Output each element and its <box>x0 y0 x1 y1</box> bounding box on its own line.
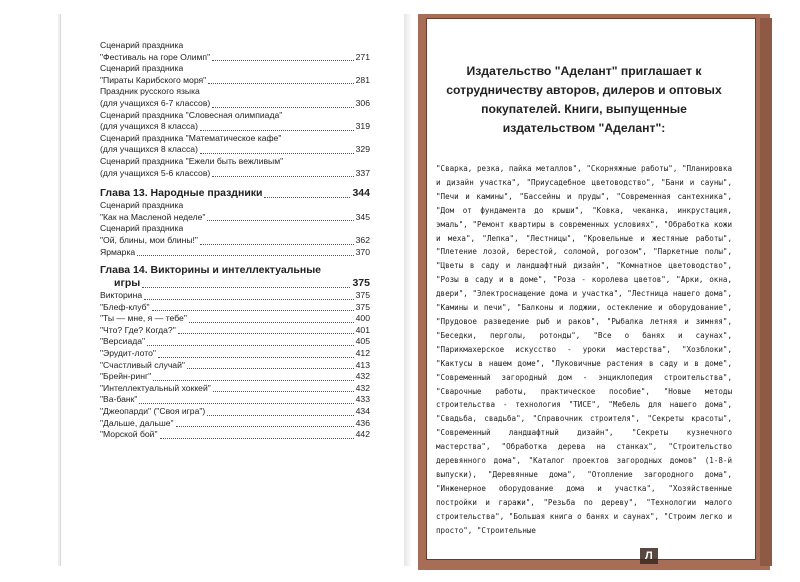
toc-entry: "Версиада" 405 <box>100 336 370 347</box>
toc-entry: "Что? Где? Когда?" 401 <box>100 324 370 335</box>
toc-entry: "Эрудит-лото" 412 <box>100 348 370 359</box>
book-list-text: "Сварка, резка, пайка металлов", "Скорняжные работы", "Планировка и дизайн участка", "Приусадебное цветоводство", "Бани и сауны", "Печи и камины", "Бассейны и пруды", "Современная сантехника", "Дом от фундамента до крыши", "Ковка, чеканка, инкрустация, эмаль", "Ремонт квартиры в современных условиях", "Обработка кожи и меха", "Лепка", "Лестницы", "Кровельные и жестяные работы", "Плетение лозой, берестой, соломой, рогозом", "Паркетные полы", "Цветы в саду и ландшафтный дизайн", "Комнатное цветоводство", "Розы в саду и в доме", "Роза - королева цветов", "Арки, окна, двери", "Электроснащение дома и участка", "Лестница нашего дома", "Камины и печи", "Балконы и лоджии, остекление и оборудование", "Прудовое разведение рыб и раков", "Рыбалка летняя и зимняя", "Беседки, перголы, ротонды", "Все о банях и саунах", "Парикмахерское искусство - уроки мастерства", "Хозблоки", "Кактусы в нашем доме", "Луковичные растения в саду и в доме", "Современный загородный дом - энциклопедия строительства", "Сварочные работы, практическое пособие", "Новые методы строительства - технология "ТИСЕ", "Мебель для нашего дома", "Свадьба, свадьба", "Справочник строителя", "Секреты красоты", "Современный ландшафтный дизайн", "Секреты кузнечного мастерства", "Обработка дерева на станках", "Строительство деревянного дома", "Каталог проектов загородных домов" (1-8-й выпуски), "Деревянные дома", "Отопление загородного дома", "Инженерное оборудование дома и участка", "Хозяйственные постройки и гаражи", "Резьба по дереву", "Технологии малого строительства", "Большая книга о банях и саунах", "Строим легко и просто", "Строительные <box>436 164 732 535</box>
table-of-contents <box>100 40 370 441</box>
ad-heading: Издательство "Аделант" приглашает к сотрудничеству авторов, дилеров и оптовых покупателей. Книги, выпущенные издательством "Аделант": <box>446 64 722 135</box>
toc-entry: "Джеопарди" ("Своя игра") 434 <box>100 406 370 417</box>
toc-entry: Сценарий праздника "Словесная олимпиада" <box>100 109 283 120</box>
toc-entry: (для учащихся 5-6 классов) 337 <box>100 167 370 178</box>
toc-entry: "Ва-банк" 433 <box>100 394 370 405</box>
toc-entry: Сценарий праздника <box>100 223 184 234</box>
toc-entry: "Брейн-ринг" 432 <box>100 371 370 382</box>
toc-entry: Праздник русского языка <box>100 86 200 97</box>
chapter-13-heading: Глава 13. Народные праздники 344 <box>100 187 370 200</box>
toc-entry: Сценарий праздника "Математическое кафе" <box>100 132 282 143</box>
toc-entry: (для учащихся 8 класса) 329 <box>100 144 370 155</box>
toc-entry: "Фестиваль на горе Олимп" 271 <box>100 51 370 62</box>
toc-entry: Сценарий праздника "Ежели быть вежливым" <box>100 155 284 166</box>
toc-entry: Сценарий праздника <box>100 63 184 74</box>
cover-edge <box>760 18 772 566</box>
book-gutter <box>404 14 412 566</box>
toc-entry: "Морской бой" 442 <box>100 429 370 440</box>
publisher-ad <box>436 62 732 537</box>
watermark-logo: Л <box>640 548 658 564</box>
toc-entry: (для учащихся 6-7 классов) 306 <box>100 97 370 108</box>
toc-entry: "Пираты Карибского моря" 281 <box>100 74 370 85</box>
toc-entry: Сценарий праздника <box>100 40 184 50</box>
toc-entry: Ярмарка 370 <box>100 246 370 257</box>
toc-entry: "Дальше, дальше" 436 <box>100 417 370 428</box>
toc-entry: "Ой, блины, мои блины!" 362 <box>100 234 370 245</box>
toc-entry: "Интеллектуальный хоккей" 432 <box>100 382 370 393</box>
toc-entry: "Как на Масленой неделе" 345 <box>100 211 370 222</box>
toc-entry: "Блеф-клуб" 375 <box>100 301 370 312</box>
chapter-14-heading: Глава 14. Викторины и интеллектуальные игры 375 <box>100 264 370 290</box>
toc-entry: "Счастливый случай" 413 <box>100 359 370 370</box>
toc-entry: Сценарий праздника <box>100 200 184 211</box>
toc-entry: (для учащихся 8 класса) 319 <box>100 121 370 132</box>
toc-entry: Викторина 375 <box>100 290 370 301</box>
toc-entry: "Ты — мне, я — тебе" 400 <box>100 313 370 324</box>
